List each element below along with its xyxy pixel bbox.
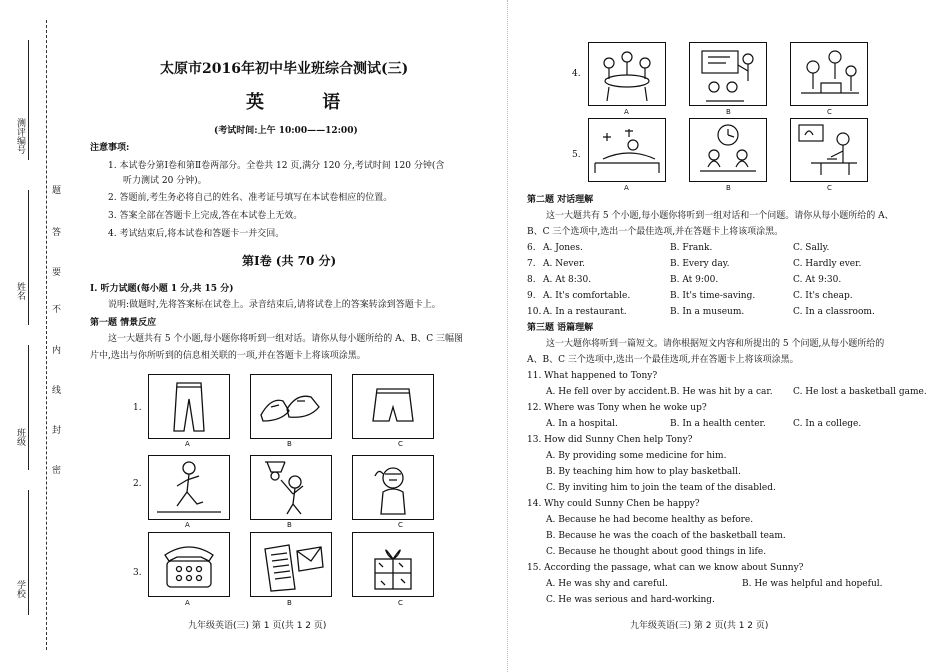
- question-number: 4.: [572, 69, 581, 79]
- picture-4c: [790, 42, 868, 106]
- option-label: A: [185, 521, 190, 529]
- note-line: 1. 本试卷分第Ⅰ卷和第Ⅱ卷两部分。全卷共 12 页,满分 120 分,考试时间 120 分钟(含: [108, 161, 445, 171]
- item-number: 9.: [527, 291, 536, 301]
- picture-1a: [148, 374, 230, 439]
- option-label: C: [827, 184, 832, 192]
- picture-5a: [588, 118, 666, 182]
- trousers-icon: [149, 375, 229, 438]
- running-boy-icon: [149, 456, 229, 519]
- section-heading: Ⅰ. 听力试题(每小题 1 分,共 15 分): [90, 284, 234, 294]
- option-a: A. It's comfortable.: [543, 291, 631, 301]
- basketball-player-icon: [251, 456, 331, 519]
- option-label: B: [287, 521, 292, 529]
- option-c: C. He lost a basketball game.: [793, 387, 927, 397]
- option-c: C. In a classroom.: [793, 307, 875, 317]
- margin-line: [28, 190, 29, 325]
- blackboard-class-icon: [690, 43, 766, 105]
- option-a: A. In a restaurant.: [543, 307, 627, 317]
- question-11: 11. What happened to Tony?: [527, 371, 658, 381]
- option-a: A. Jones.: [543, 243, 583, 253]
- question-12: 12. Where was Tony when he woke up?: [527, 403, 707, 413]
- sick-girl-icon: [353, 456, 433, 519]
- option-c: C. Hardly ever.: [793, 259, 862, 269]
- seal-char: 要: [52, 268, 62, 278]
- margin-label-id: 测评编号: [15, 118, 25, 154]
- part2-desc: B、C 三个选项中,选出一个最佳选项,并在答题卡上将该项涂黑。: [527, 227, 784, 237]
- picture-5b: [689, 118, 767, 182]
- margin-line: [28, 345, 29, 470]
- option-label: C: [398, 440, 403, 448]
- page-footer-left: 九年级英语(三) 第 1 页(共 1 2 页): [188, 621, 327, 631]
- option-b: B. He was hit by a car.: [670, 387, 773, 397]
- shorts-icon: [353, 375, 433, 438]
- part3-desc: A、B、C 三个选项中,选出一个最佳选项,并在答题卡上将该项涂黑。: [527, 355, 799, 365]
- option-label: A: [624, 108, 629, 116]
- option-b: B. In a museum.: [670, 307, 745, 317]
- item-number: 7.: [527, 259, 536, 269]
- option-a: A. By providing some medicine for him.: [546, 451, 727, 461]
- seal-char: 密: [52, 466, 62, 476]
- option-c: C. Because he thought about good things in life.: [546, 547, 767, 557]
- option-c: C. In a college.: [793, 419, 862, 429]
- option-a: A. In a hospital.: [546, 419, 618, 429]
- item-number: 8.: [527, 275, 536, 285]
- seal-line: [46, 20, 47, 650]
- part2-desc: 这一大题共有 5 个小题,每小题你将听到一组对话和一个问题。请你从每小题所给的 A、: [546, 211, 894, 221]
- seal-char: 封: [52, 426, 62, 436]
- option-a: A. He was shy and careful.: [546, 579, 668, 589]
- part2-heading: 第二题 对话理解: [527, 195, 594, 205]
- option-label: A: [624, 184, 629, 192]
- margin-line: [28, 40, 29, 160]
- part-heading: 第Ⅰ卷 (共 70 分): [242, 254, 337, 268]
- page-fold: [507, 0, 508, 672]
- option-label: A: [185, 599, 190, 607]
- picture-3c: [352, 532, 434, 597]
- option-b: B. In a health center.: [670, 419, 766, 429]
- exam-title: 太原市2016年初中毕业班综合测试(三): [160, 61, 409, 77]
- question-15: 15. According the passage, what can we know about Sunny?: [527, 563, 804, 573]
- option-label: C: [398, 599, 403, 607]
- option-b: B. At 9:00.: [670, 275, 719, 285]
- option-a: A. Because he had become healthy as before.: [546, 515, 754, 525]
- instruction-text: 说明:做题时,先将答案标在试卷上。录音结束后,请将试卷上的答案转涂到答题卡上。: [108, 300, 441, 310]
- subject-title: 英 语: [246, 92, 367, 113]
- part3-desc: 这一大题你将听到一篇短文。请你根据短文内容和所提出的 5 个问题,从每小题所给的: [546, 339, 885, 349]
- telephone-icon: [149, 533, 229, 596]
- picture-3b: [250, 532, 332, 597]
- seal-char: 答: [52, 228, 62, 238]
- question-number: 3.: [133, 568, 142, 578]
- notes-heading: 注意事项:: [90, 143, 130, 153]
- option-c: C. He was serious and hard-working.: [546, 595, 715, 605]
- picture-4b: [689, 42, 767, 106]
- option-b: B. Because he was the coach of the basketball team.: [546, 531, 786, 541]
- seal-char: 不: [52, 305, 62, 315]
- note-line: 听力测试 20 分钟)。: [123, 176, 207, 186]
- question-number: 5.: [572, 150, 581, 160]
- family-dinner-icon: [589, 43, 665, 105]
- item-number: 10.: [527, 307, 542, 317]
- q1-desc: 片中,选出与你所听到的信息相关联的一项,并在答题卡上将该项涂黑。: [90, 351, 366, 361]
- question-number: 2.: [133, 479, 142, 489]
- seal-char: 内: [52, 346, 62, 356]
- option-b: B. By teaching him how to play basketball.: [546, 467, 741, 477]
- picture-1c: [352, 374, 434, 439]
- q1-desc: 这一大题共有 5 个小题,每小题你将听到一组对话。请你从每小题所给的 A、B、C 三幅图: [108, 334, 464, 344]
- option-a: A. At 8:30.: [543, 275, 592, 285]
- option-label: C: [398, 521, 403, 529]
- picture-5c: [790, 118, 868, 182]
- exam-time: (考试时间:上午 10:00——12:00): [214, 126, 358, 136]
- studying-at-night-icon: [791, 119, 867, 181]
- gift-box-icon: [353, 533, 433, 596]
- option-label: B: [726, 184, 731, 192]
- margin-label-name: 姓名: [15, 282, 25, 300]
- option-a: A. Never.: [543, 259, 586, 269]
- q1-heading: 第一题 情景反应: [90, 318, 157, 328]
- question-number: 1.: [133, 403, 142, 413]
- option-a: A. He fell over by accident.: [546, 387, 670, 397]
- question-13: 13. How did Sunny Chen help Tony?: [527, 435, 693, 445]
- margin-label-class: 班级: [15, 428, 25, 446]
- option-c: C. It's cheap.: [793, 291, 853, 301]
- question-14: 14. Why could Sunny Chen be happy?: [527, 499, 700, 509]
- item-number: 6.: [527, 243, 536, 253]
- option-c: C. Sally.: [793, 243, 830, 253]
- seal-char: 题: [52, 186, 62, 196]
- seal-char: 线: [52, 386, 62, 396]
- picture-2c: [352, 455, 434, 520]
- picture-2b: [250, 455, 332, 520]
- option-label: B: [726, 108, 731, 116]
- binding-margin: [0, 0, 62, 672]
- sneakers-icon: [251, 375, 331, 438]
- sleeping-in-bed-icon: [589, 119, 665, 181]
- picture-3a: [148, 532, 230, 597]
- note-line: 2. 答题前,考生务必将自己的姓名、准考证号填写在本试卷相应的位置。: [108, 193, 393, 203]
- option-b: B. It's time-saving.: [670, 291, 756, 301]
- option-b: B. Frank.: [670, 243, 713, 253]
- picture-2a: [148, 455, 230, 520]
- option-b: B. Every day.: [670, 259, 730, 269]
- part3-heading: 第三题 语篇理解: [527, 323, 594, 333]
- picture-1b: [250, 374, 332, 439]
- page-footer-right: 九年级英语(三) 第 2 页(共 1 2 页): [630, 621, 769, 631]
- option-label: B: [287, 440, 292, 448]
- margin-line: [28, 490, 29, 615]
- option-c: C. By inviting him to join the team of the disabled.: [546, 483, 776, 493]
- option-c: C. At 9:30.: [793, 275, 842, 285]
- picture-4a: [588, 42, 666, 106]
- letter-icon: [251, 533, 331, 596]
- option-label: B: [287, 599, 292, 607]
- clock-classroom-icon: [690, 119, 766, 181]
- note-line: 3. 答案全部在答题卡上完成,答在本试卷上无效。: [108, 211, 303, 221]
- margin-label-school: 学校: [15, 580, 25, 598]
- party-icon: [791, 43, 867, 105]
- option-label: A: [185, 440, 190, 448]
- note-line: 4. 考试结束后,将本试卷和答题卡一并交回。: [108, 229, 285, 239]
- option-b: B. He was helpful and hopeful.: [742, 579, 883, 589]
- option-label: C: [827, 108, 832, 116]
